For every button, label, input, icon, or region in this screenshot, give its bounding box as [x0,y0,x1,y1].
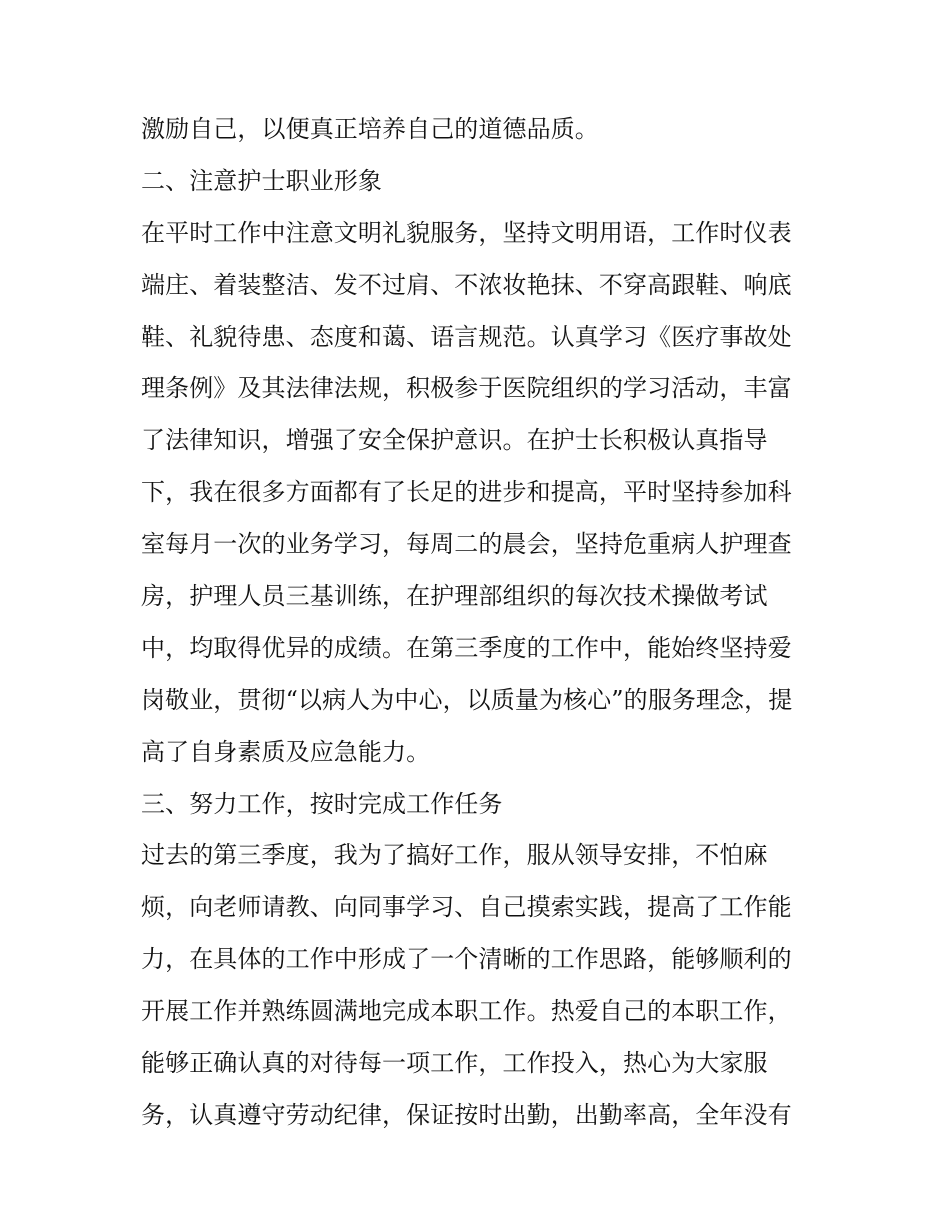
text-line: 房，护理人员三基训练，在护理部组织的每次技术操做考试 [141,582,768,611]
text-line: 过去的第三季度，我为了搞好工作，服从领导安排，不怕麻 [141,841,768,870]
text-line: 下，我在很多方面都有了长足的进步和提高，平时坚持参加科 [141,478,792,507]
text-line: 岗敬业，贯彻“以病人为中心，以质量为核心”的服务理念，提 [141,685,793,714]
text-line: 高了自身素质及应急能力。 [141,737,431,766]
text-line: 在平时工作中注意文明礼貌服务，坚持文明用语，工作时仪表 [141,218,792,247]
document-body [141,104,813,1142]
text-line: 鞋、礼貌待患、态度和蔼、语言规范。认真学习《医疗事故处 [141,322,792,351]
text-line: 力，在具体的工作中形成了一个清晰的工作思路，能够顺利的 [141,945,792,974]
text-line: 了法律知识，增强了安全保护意识。在护士长积极认真指导 [141,426,768,455]
text-line-continuation: 激励自己，以便真正培养自己的道德品质。 [141,115,599,143]
section-heading-2: 二、注意护士职业形象 [141,166,382,195]
text-line: 中，均取得优异的成绩。在第三季度的工作中，能始终坚持爱 [141,633,792,662]
text-line: 务，认真遵守劳动纪律，保证按时出勤，出勤率高，全年没有 [141,1100,792,1129]
text-line: 烦，向老师请教、向同事学习、自己摸索实践，提高了工作能 [141,893,792,922]
text-line: 端庄、着装整洁、发不过肩、不浓妆艳抹、不穿高跟鞋、响底 [141,270,792,299]
text-line: 室每月一次的业务学习，每周二的晨会，坚持危重病人护理查 [141,530,792,559]
text-line: 能够正确认真的对待每一项工作，工作投入，热心为大家服 [141,1049,768,1078]
text-line: 开展工作并熟练圆满地完成本职工作。热爱自己的本职工作， [141,997,792,1026]
text-line: 理条例》及其法律法规，积极参于医院组织的学习活动，丰富 [141,374,792,403]
section-heading-3: 三、努力工作，按时完成工作任务 [141,789,503,818]
